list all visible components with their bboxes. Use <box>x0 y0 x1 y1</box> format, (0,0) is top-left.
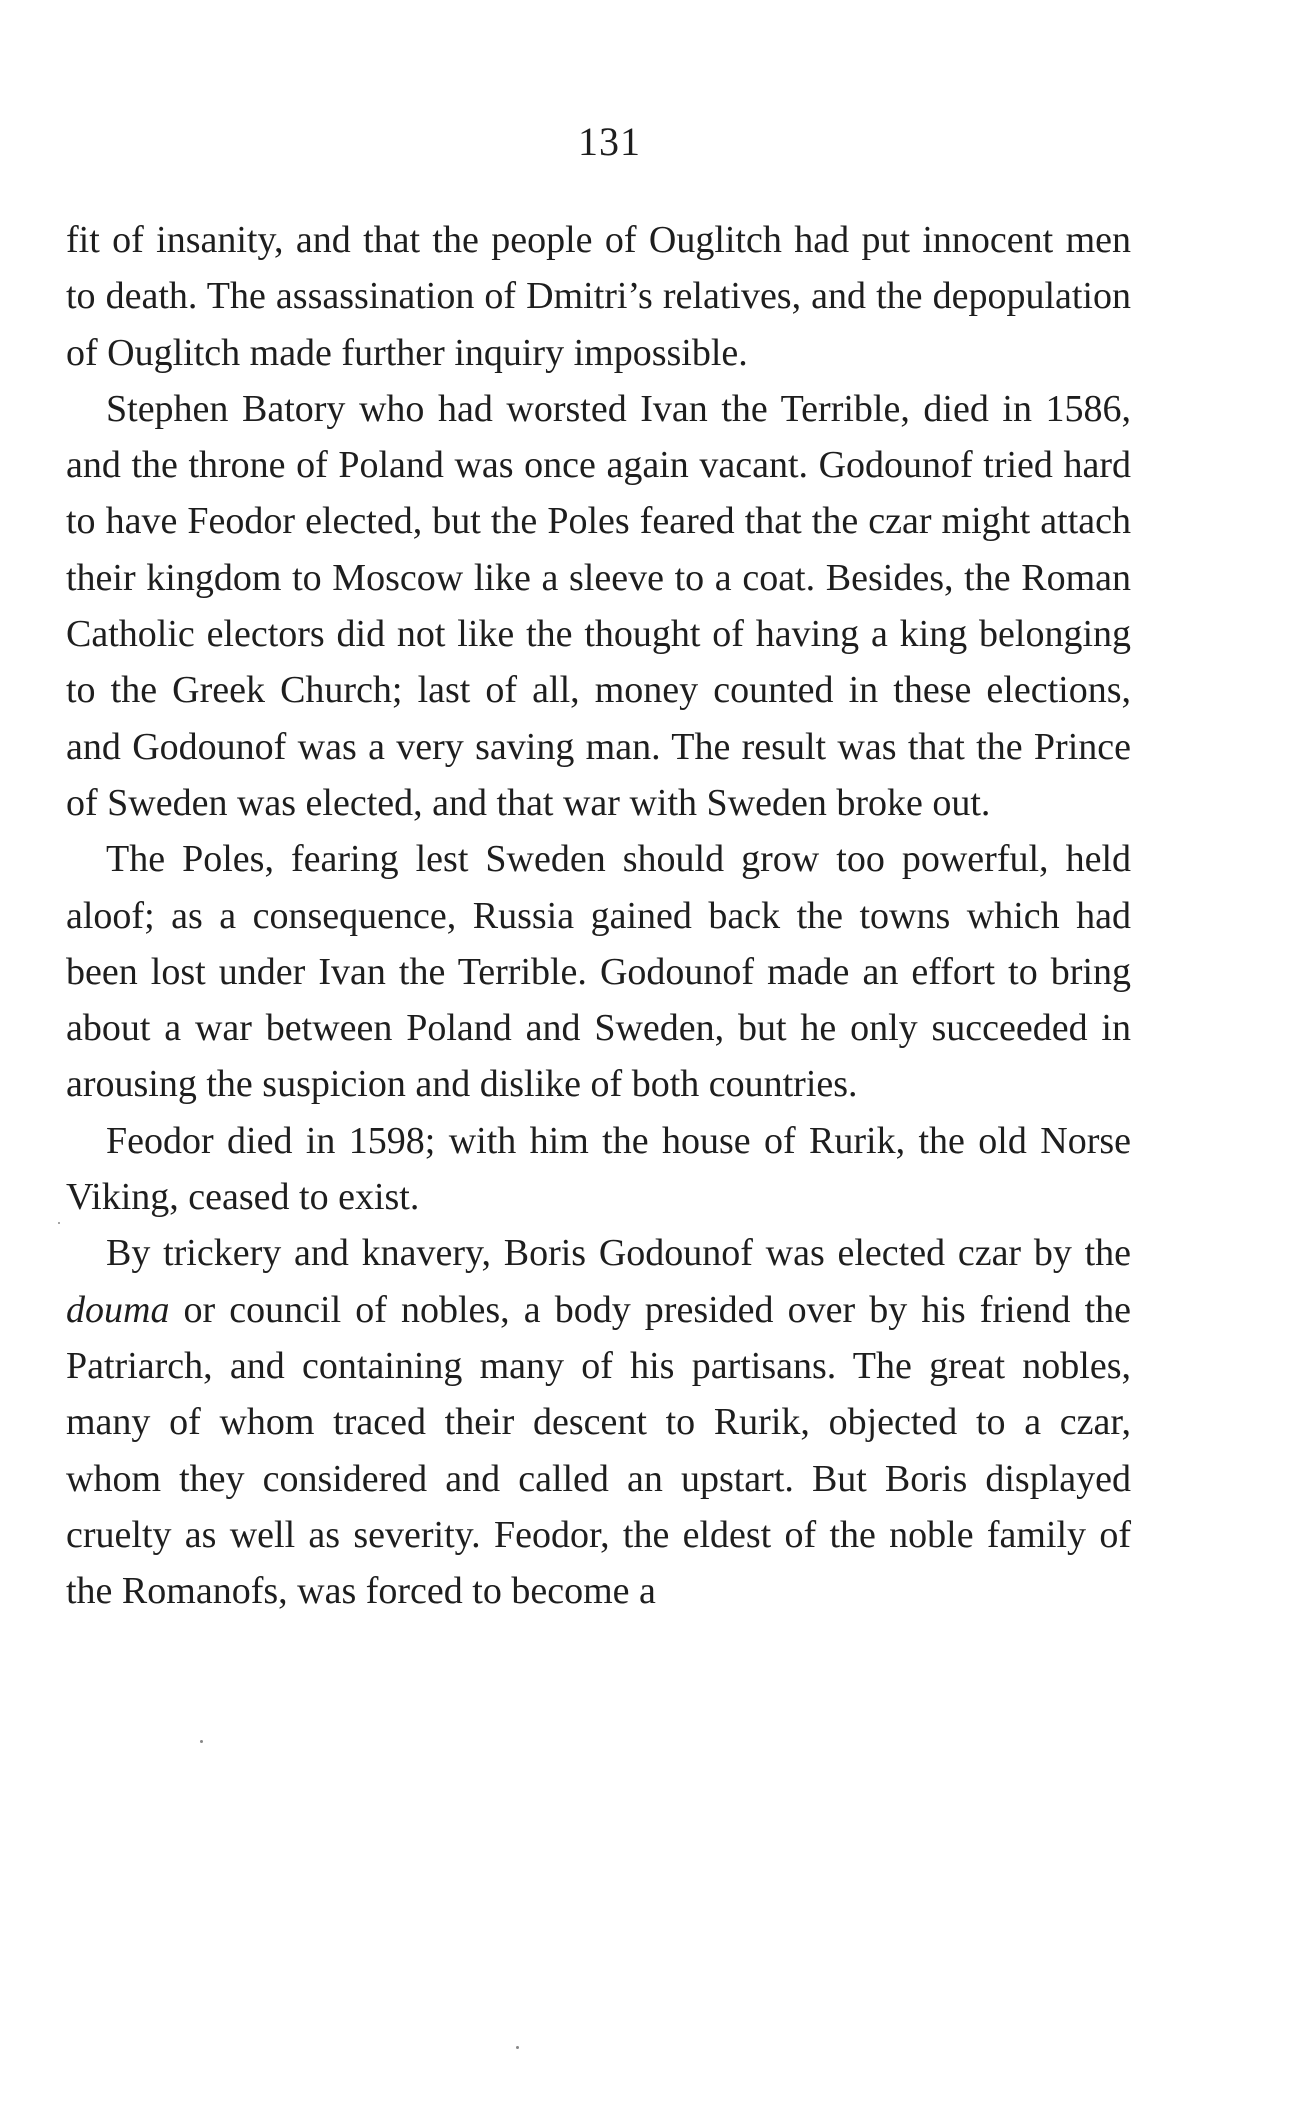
douma-term: douma <box>66 1288 170 1331</box>
body-text <box>66 212 1131 1619</box>
paragraph-boris-text-before: By trickery and knavery, Boris Godounof was elected czar by the <box>106 1232 1131 1275</box>
paragraph-boris-elected <box>66 1225 1131 1619</box>
paragraph-poles-aloof: The Poles, fearing lest Sweden should grow too powerful, held aloof; as a consequence, Russia gained back the towns which had been lost under Ivan the Terrible. Godounof made an effort to bring about a war between Poland and Sweden, but he only succeeded in arousing the suspicion and dislike of both countries. <box>66 838 1131 1106</box>
page-number: 131 <box>578 119 641 164</box>
scan-speck <box>516 2046 519 2049</box>
paragraph-stephen-batory: Stephen Batory who had worsted Ivan the Terrible, died in 1586, and the throne of Poland was once again vacant. Godounof tried hard to have Feodor elected, but the Poles feared that the czar might attach their kingdom to Moscow like a sleeve to a coat. Besides, the Roman Catholic electors did not like the thought of having a king belonging to the Greek Church; last of all, money counted in these elections, and Godounof was a very saving man. The result was that the Prince of Sweden was elected, and that war with Sweden broke out. <box>66 387 1131 824</box>
paragraph-feodor-died: Feodor died in 1598; with him the house of Rurik, the old Norse Viking, ceased to exist. <box>66 1119 1131 1219</box>
paragraph-boris-text-after: or council of nobles, a body presided over by his friend the Patriarch, and containing many of his partisans. The great nobles, many of whom traced their descent to Rurik, objected to a czar, whom they considered and called an upstart. But Boris displayed cruelty as well as severity. Feodor, the eldest of the noble family of the Romanofs, was forced to become a <box>66 1288 1131 1613</box>
scan-speck <box>58 1222 60 1224</box>
scan-speck <box>200 1740 203 1743</box>
paragraph-continued: fit of insanity, and that the people of Ouglitch had put innocent men to death. The assassination of Dmitri’s relatives, and the depopulation of Ouglitch made further inquiry impossible. <box>66 219 1131 374</box>
